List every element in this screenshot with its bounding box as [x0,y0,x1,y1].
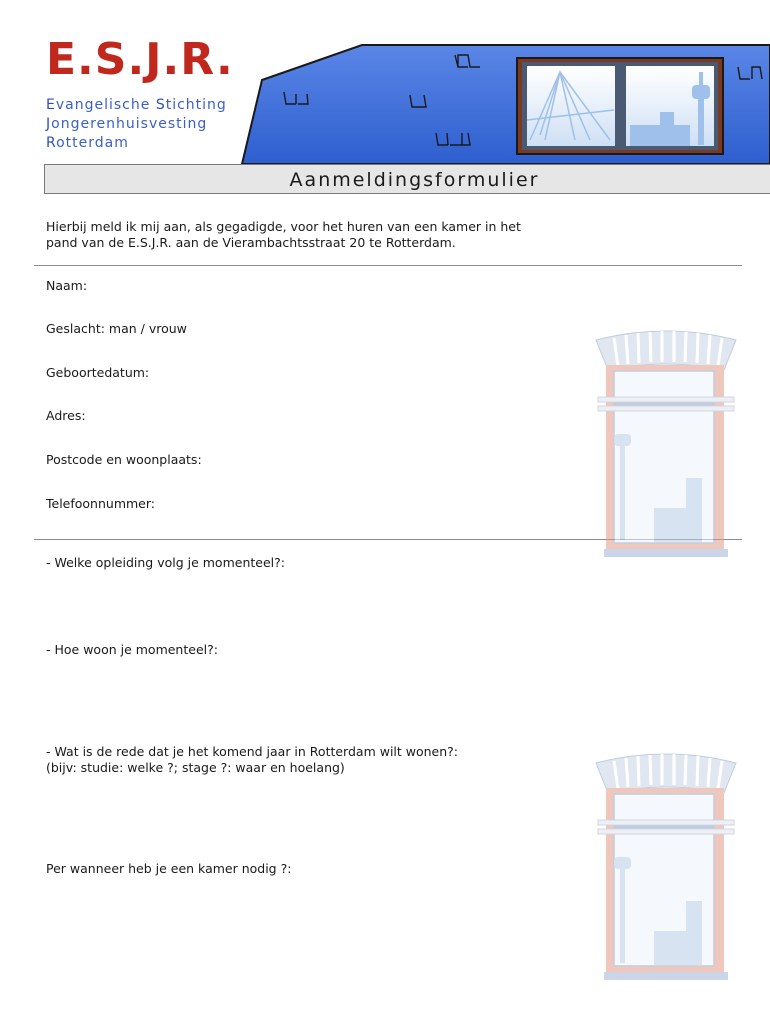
logo-title: E.S.J.R. [46,34,234,85]
form-title-bar [44,164,770,194]
roof-banner-illustration [0,0,770,170]
question-rede-line-2: (bijv: studie: welke ?; stage ?: waar en hoelang) [46,760,345,775]
field-geslacht: Geslacht: man / vrouw [46,321,187,336]
intro-line-1: Hierbij meld ik mij aan, als gegadigde, voor het huren van een kamer in het [46,219,521,234]
field-naam: Naam: [46,278,88,293]
logo-rest-e: vangelische [55,97,156,113]
question-opleiding: - Welke opleiding volg je momenteel?: [46,555,285,570]
intro-text [46,219,586,251]
logo-rest-r: otterdam [56,135,129,151]
logo-cap-r: R [46,135,57,151]
question-rede-line-1: - Wat is de rede dat je het komend jaar in Rotterdam wilt wonen?: [46,744,459,759]
question-rede [46,744,458,776]
logo-cap-e: E [46,97,56,113]
field-postcode: Postcode en woonplaats: [46,452,202,467]
decorative-window-illustration-2 [594,751,739,987]
field-geboortedatum: Geboortedatum: [46,365,150,380]
form-title: Aanmeldingsformulier [289,169,540,191]
decorative-window-illustration [594,328,739,564]
logo-rest-j: ongerenhuisvesting [51,116,208,132]
field-telefoon: Telefoonnummer: [46,496,156,511]
divider-top [34,265,742,266]
logo-cap-s: S [155,97,166,113]
question-wanneer: Per wanneer heb je een kamer nodig ?: [46,861,292,876]
logo-cap-j: J [46,116,52,132]
field-adres: Adres: [46,408,86,423]
logo-rest-s: tichting [165,97,227,113]
intro-line-2: pand van de E.S.J.R. aan de Vierambachtsstraat 20 te Rotterdam. [46,235,456,250]
dormer-window [517,58,723,154]
question-wonen: - Hoe woon je momenteel?: [46,642,218,657]
